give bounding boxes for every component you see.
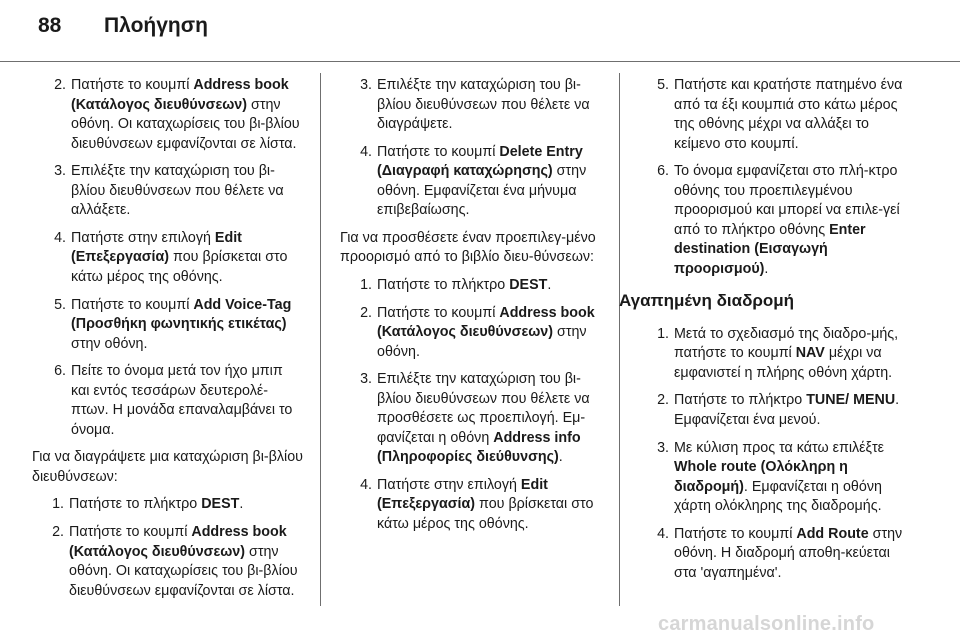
step-text [674, 76, 907, 154]
step-number: 3. [360, 77, 372, 93]
ui-label: Add Route [796, 525, 869, 542]
column-3 [619, 76, 907, 591]
ui-label: Address book (Κατάλογος διευθύνσεων) [69, 524, 287, 560]
ui-label: Address info (Πληροφορίες διεύθυνσης) [377, 429, 581, 466]
ui-label: TUNE/ MENU [806, 392, 896, 409]
step-number: 1. [52, 496, 64, 513]
step-number: 6. [657, 163, 669, 180]
step-number: 5. [657, 77, 669, 93]
list-item [637, 76, 907, 154]
step-text [674, 325, 907, 384]
step-text [674, 162, 907, 279]
ui-label: Edit (Επεξεργασία) [377, 476, 548, 513]
text-run: Πατήστε το πλήκτρο [69, 496, 202, 513]
text-run: στην οθόνη. Οι καταχωρίσεις του βι-βλίου διευθύνσεων εμφανίζονται σε λίστα. [71, 96, 300, 152]
text-run: στην οθόνη. Οι καταχωρίσεις του βι-βλίου διευθύνσεων εμφανίζονται σε λίστα. [69, 543, 298, 599]
text-run: . [547, 276, 552, 293]
ui-label: Address book (Κατάλογος διευθύνσεων) [71, 77, 289, 113]
list-item [340, 143, 606, 221]
ui-label: DEST [509, 276, 548, 293]
column-divider [619, 73, 620, 606]
list-item [340, 76, 606, 135]
text-run: Για να διαγράψετε μια καταχώριση βι-βλίου διευθύνσεων: [32, 449, 303, 485]
text-run: Μετά το σχεδιασμό της διαδρο-μής, πατήστε το κουμπί [674, 325, 899, 362]
step-number: 3. [657, 439, 669, 456]
step-text [377, 304, 606, 363]
step-text [674, 525, 907, 584]
column-divider [320, 73, 321, 606]
ui-label: DEST [201, 496, 240, 513]
step-text [377, 143, 606, 221]
step-number: 6. [54, 363, 66, 380]
text-run: Πατήστε το κουμπί [377, 143, 500, 160]
text-run: . [558, 449, 563, 466]
text-run: Το όνομα εμφανίζεται στο πλή-κτρο οθόνης του προεπιλεγμένου προορισμού και μπορεί να επιλε-γεί από το πλήκτρο οθόνης [674, 163, 900, 238]
list-item [32, 495, 304, 515]
step-number: 5. [54, 296, 66, 313]
header-divider [0, 61, 960, 62]
step-number: 2. [657, 392, 669, 409]
step-text [377, 76, 606, 135]
page-number: 88 [38, 14, 62, 37]
step-text [377, 276, 606, 296]
list-item [32, 229, 304, 288]
text-run: Πατήστε το κουμπί [71, 77, 194, 93]
ui-label: NAV [795, 345, 825, 362]
step-text [71, 162, 304, 221]
list-item [637, 439, 907, 517]
step-number: 3. [54, 163, 66, 180]
text-run: Για να προσθέσετε έναν προεπιλεγ-μένο προορισμό από το βιβλίο διευ-θύνσεων: [340, 229, 596, 266]
ui-label: Whole route (Ολόκληρη η διαδρομή) [674, 459, 848, 495]
text-run: Πατήστε το πλήκτρο [674, 392, 807, 409]
list-item [32, 362, 304, 440]
list-item [637, 325, 907, 384]
text-run: στην οθόνη. [71, 335, 148, 352]
step-number: 2. [54, 77, 66, 93]
text-run: στην οθόνη. Εμφανίζεται ένα μήνυμα επιβεβαίωσης. [377, 163, 587, 219]
step-text [71, 76, 304, 154]
paragraph [32, 448, 304, 487]
text-run: Πατήστε το κουμπί [69, 524, 192, 541]
ui-label: Edit (Επεξεργασία) [71, 229, 242, 266]
list-item [637, 162, 907, 279]
list-item [340, 276, 606, 296]
step-number: 4. [657, 525, 669, 542]
column-1 [32, 76, 304, 609]
step-text [674, 391, 907, 430]
step-number: 2. [360, 304, 372, 321]
ui-label: Add Voice-Tag (Προσθήκη φωνητικής ετικέτας) [71, 296, 292, 333]
watermark: carmanualsonline.info [658, 613, 875, 635]
list-item [32, 76, 304, 154]
list-item [637, 391, 907, 430]
step-text [69, 495, 304, 515]
step-number: 2. [52, 524, 64, 541]
step-text [377, 370, 606, 468]
list-item [32, 162, 304, 221]
text-run: Επιλέξτε την καταχώριση του βι-βλίου διευθύνσεων που θέλετε να αλλάξετε. [71, 163, 284, 219]
step-text [377, 476, 606, 535]
paragraph [340, 229, 606, 268]
list-item [32, 523, 304, 601]
text-run: μέχρι να εμφανιστεί η πλήρης οθόνη χάρτη. [674, 345, 893, 381]
step-text [69, 523, 304, 601]
ui-label: Delete Entry (Διαγραφή καταχώρησης) [377, 143, 583, 180]
page-title: Πλοήγηση [104, 14, 208, 37]
text-run: . [764, 260, 769, 277]
text-run: Πατήστε και κρατήστε πατημένο ένα από τα έξι κουμπιά στο κάτω μέρος της οθόνης μέχρι να αλλάξει το κείμενο στο κουμπί. [674, 77, 903, 152]
text-run: Με κύλιση προς τα κάτω επιλέξτε [674, 439, 884, 456]
step-number: 1. [360, 276, 372, 293]
list-item [340, 304, 606, 363]
text-run: Πατήστε το πλήκτρο [377, 276, 510, 293]
text-run: Επιλέξτε την καταχώριση του βι-βλίου διευθύνσεων που θέλετε να προσθέσετε ως προεπιλογή. Εμ-φανίζεται η οθόνη [377, 371, 590, 446]
text-run: . [239, 496, 244, 513]
step-text [674, 439, 907, 517]
text-run: Πατήστε στην επιλογή [377, 476, 521, 493]
text-run: Πατήστε το κουμπί [71, 296, 194, 313]
text-run: Επιλέξτε την καταχώριση του βι-βλίου διευθύνσεων που θέλετε να διαγράψετε. [377, 77, 590, 132]
text-run: που βρίσκεται στο κάτω μέρος της οθόνης. [377, 496, 594, 532]
step-number: 1. [657, 325, 669, 342]
step-number: 3. [360, 371, 372, 388]
column-2 [340, 76, 606, 543]
step-text [71, 296, 304, 355]
list-item [32, 296, 304, 355]
section-heading: Αγαπημένη διαδρομή [619, 291, 795, 311]
step-text [71, 362, 304, 440]
step-number: 4. [54, 229, 66, 246]
list-item [340, 370, 606, 468]
text-run: στην οθόνη. [377, 324, 587, 360]
ui-label: Enter destination (Εισαγωγή προορισμού) [674, 221, 866, 277]
text-run: Πατήστε το κουμπί [674, 525, 797, 542]
text-run: Πατήστε το κουμπί [377, 304, 500, 321]
text-run: Πείτε το όνομα μετά τον ήχο μπιπ και εντός τεσσάρων δευτερολέ-πτων. Η μονάδα επαναλαμβάνει το όνομα. [71, 363, 293, 438]
list-item [340, 476, 606, 535]
step-number: 4. [360, 143, 372, 160]
text-run: στην οθόνη. Η διαδρομή αποθη-κεύεται στα 'αγαπημένα'. [674, 525, 903, 581]
step-number: 4. [360, 476, 372, 493]
text-run: που βρίσκεται στο κάτω μέρος της οθόνης. [71, 249, 288, 285]
text-run: . Εμφανίζεται ένα μενού. [674, 392, 900, 428]
list-item [637, 525, 907, 584]
text-run: . Εμφανίζεται η οθόνη χάρτη ολόκληρης της διαδρομής. [674, 478, 882, 515]
text-run: Πατήστε στην επιλογή [71, 229, 215, 246]
ui-label: Address book (Κατάλογος διευθύνσεων) [377, 304, 595, 341]
step-text [71, 229, 304, 288]
